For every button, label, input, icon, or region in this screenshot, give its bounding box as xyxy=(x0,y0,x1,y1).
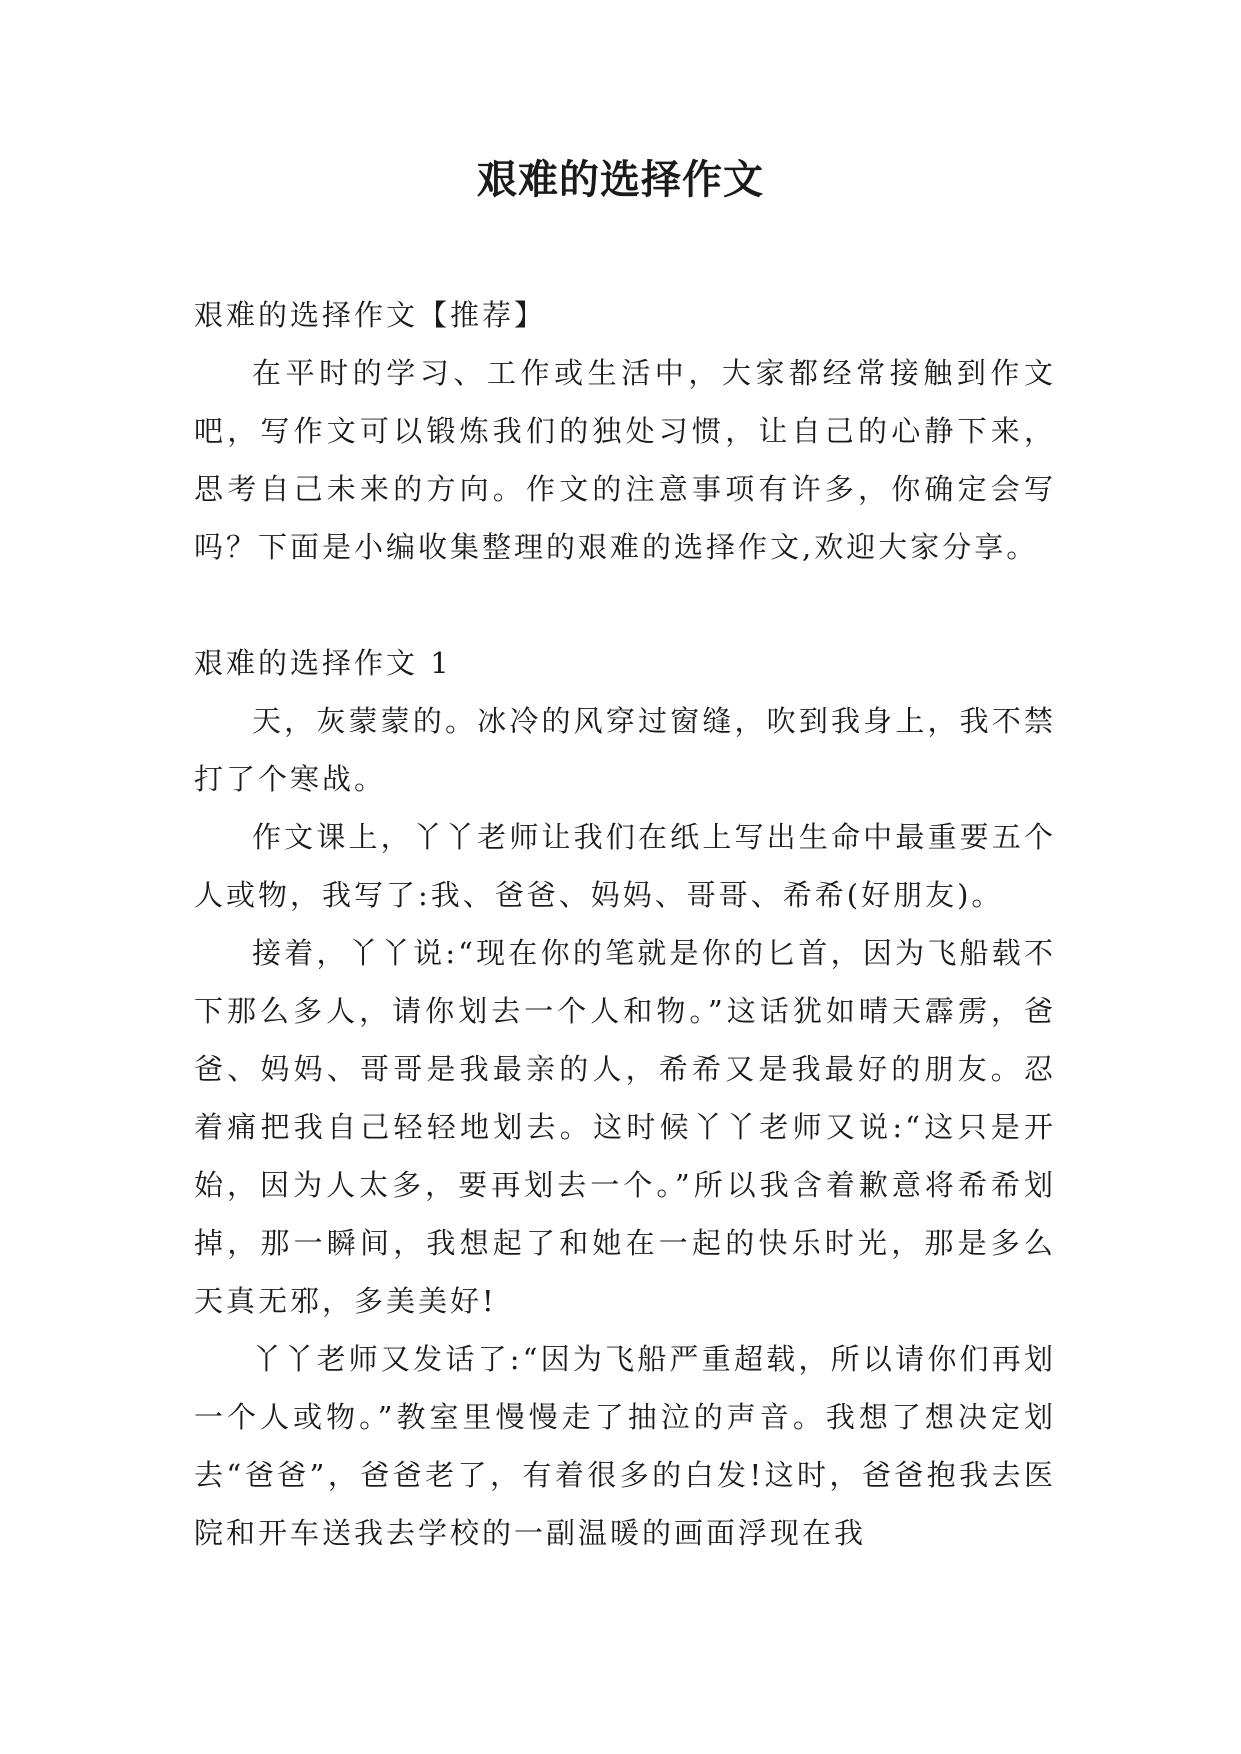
section1-paragraph: 作文课上，丫丫老师让我们在纸上写出生命中最重要五个人或物，我写了:我、爸爸、妈妈、哥哥、希希(好朋友)。 xyxy=(194,820,1056,912)
document-body xyxy=(194,286,1056,1562)
document-title: 艰难的选择作文 xyxy=(477,156,764,203)
section1-paragraph: 天，灰蒙蒙的。冰冷的风穿过窗缝，吹到我身上，我不禁打了个寒战。 xyxy=(194,704,1056,796)
section1-paragraph: 丫丫老师又发话了:“因为飞船严重超载，所以请你们再划一个人或物。”教室里慢慢走了抽泣的声音。我想了想决定划去“爸爸”，爸爸老了，有着很多的白发!这时，爸爸抱我去医院和开车送我去学校的一副温暖的画面浮现在我 xyxy=(194,1342,1056,1550)
intro-heading: 艰难的选择作文【推荐】 xyxy=(194,298,547,332)
section1-heading: 艰难的选择作文 1 xyxy=(194,646,452,680)
section1-paragraph: 接着，丫丫说:“现在你的笔就是你的匕首，因为飞船载不下那么多人，请你划去一个人和物。”这话犹如晴天霹雳，爸爸、妈妈、哥哥是我最亲的人，希希又是我最好的朋友。忍着痛把我自己轻轻地划去。这时候丫丫老师又说:“这只是开始，因为人太多，要再划去一个。”所以我含着歉意将希希划掉，那一瞬间，我想起了和她在一起的快乐时光，那是多么天真无邪，多美美好! xyxy=(194,936,1056,1318)
section-spacer xyxy=(194,576,1056,634)
intro-paragraph: 在平时的学习、工作或生活中，大家都经常接触到作文吧，写作文可以锻炼我们的独处习惯，让自己的心静下来，思考自己未来的方向。作文的注意事项有许多，你确定会写吗？下面是小编收集整理的艰难的选择作文,欢迎大家分享。 xyxy=(194,356,1056,564)
